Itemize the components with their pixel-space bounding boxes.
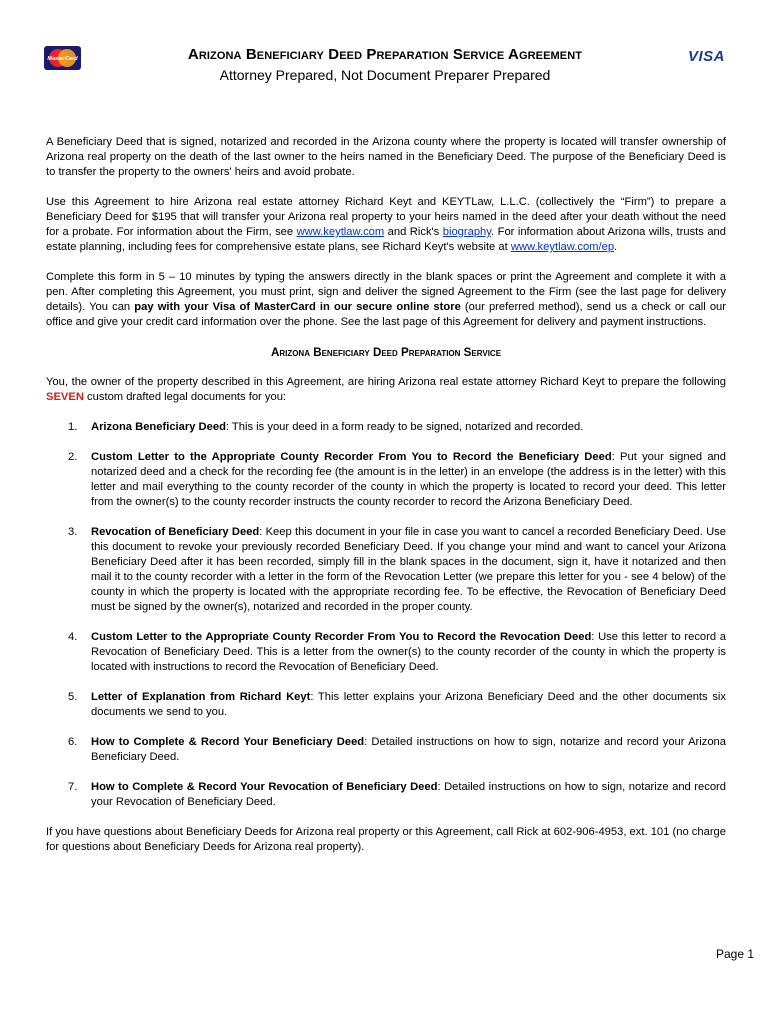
list-item xyxy=(46,735,726,765)
keytlaw-ep-link[interactable]: www.keytlaw.com/ep xyxy=(510,241,615,253)
list-item xyxy=(46,630,726,675)
list-item-text: : Use this letter to record a Revocation of Beneficiary Deed. This is a letter from the owner(s) to the county recorder of the county in which the property is located with instructions to record the Revocation of Beneficiary Deed. xyxy=(91,631,726,673)
seven-highlight: SEVEN xyxy=(46,391,84,403)
list-item-number: 4. xyxy=(68,631,78,643)
list-item-number: 7. xyxy=(68,781,78,793)
list-item-text: : Put your signed and notarized deed and a check for the recording fee (the amount is in the letter) in an envelope (the address is in the letter) with this letter and mail everything to the county recorder of the county in which the property is located to record your deed. This letter from the owner(s) to the county recorder instructs the county recorder to record the Arizona Beneficiary Deed. xyxy=(91,451,726,508)
intro-p2-text-4: . xyxy=(614,241,618,253)
list-item-title: Letter of Explanation from Richard Keyt xyxy=(91,691,311,703)
service-intro-text-1: You, the owner of the property described in this Agreement, are hiring Arizona real estate attorney Richard Keyt to prepare the following xyxy=(46,376,726,388)
list-item-title: Arizona Beneficiary Deed xyxy=(91,421,226,433)
intro-paragraph-3 xyxy=(46,270,726,330)
list-item-title: How to Complete & Record Your Revocation of Beneficiary Deed xyxy=(91,781,438,793)
closing-paragraph: If you have questions about Beneficiary Deeds for Arizona real property or this Agreement, call Rick at 602-906-4953, ext. 101 (no charge for questions about Beneficiary Deeds for Arizona real property). xyxy=(46,826,726,853)
list-item-text: : This letter explains your Arizona Beneficiary Deed and the other documents six documents we send to you. xyxy=(91,691,726,718)
list-item-number: 5. xyxy=(68,691,78,703)
document-title: Arizona Beneficiary Deed Preparation Service Agreement xyxy=(187,46,583,63)
list-item xyxy=(46,420,726,435)
list-item-text: : This is your deed in a form ready to be signed, notarized and recorded. xyxy=(225,421,584,433)
mastercard-logo-text: MasterCard xyxy=(47,56,78,62)
list-item-title: Custom Letter to the Appropriate County Recorder From You to Record the Revocation Deed xyxy=(91,631,592,643)
biography-link[interactable]: biography xyxy=(442,226,492,238)
service-intro-text-2: custom drafted legal documents for you: xyxy=(83,391,287,403)
intro-paragraph-1: A Beneficiary Deed that is signed, notarized and recorded in the Arizona county where the property is located will transfer ownership of Arizona real property on the death of the last owner to the heirs named in the Beneficiary Deed. The purpose of the Beneficiary Deed is to transfer the property to the owners' heirs and avoid probate. xyxy=(46,136,726,178)
list-item-text: : Detailed instructions on how to sign, notarize and record your Arizona Beneficiary Deed. xyxy=(91,736,726,763)
list-item xyxy=(46,690,726,720)
intro-p2-text-2: and Rick's xyxy=(384,226,443,238)
document-subtitle: Attorney Prepared, Not Document Preparer Prepared xyxy=(219,67,551,83)
intro-p3-text-2: (our preferred method), send us a check or call our office and give your credit card information over the phone. See the last page of this Agreement for delivery and payment instructions. xyxy=(46,301,727,328)
list-item-title: Revocation of Beneficiary Deed xyxy=(91,526,260,538)
visa-logo: VISA xyxy=(688,48,726,65)
list-item-text: : Detailed instructions on how to sign, notarize and record your Revocation of Beneficiary Deed. xyxy=(91,781,726,808)
intro-paragraph-2 xyxy=(46,195,726,255)
intro-p2-text-3: . For information about Arizona wills, trusts and estate planning, including fees for comprehensive estate plans, see Richard Keyt's website at xyxy=(46,226,726,253)
list-item-title: How to Complete & Record Your Beneficiary Deed xyxy=(91,736,365,748)
list-item xyxy=(46,450,726,510)
keytlaw-link[interactable]: www.keytlaw.com xyxy=(296,226,385,238)
list-item xyxy=(46,780,726,810)
documents-list xyxy=(46,420,726,810)
intro-p3-text-1: Complete this form in 5 – 10 minutes by typing the answers directly in the blank spaces or print the Agreement and complete it with a pen. After completing this Agreement, you must print, sign and deliver the signed Agreement to the Firm (see the last page for delivery details). You can xyxy=(46,271,726,313)
document-body xyxy=(46,135,726,870)
list-item-text: : Keep this document in your file in case you want to cancel a recorded Beneficiary Deed. Use this document to revoke your previously recorded Beneficiary Deed. If you change your mind and want to cancel your Arizona Beneficiary Deed after it has been recorded, simply fill in the blank spaces in the document, sign it, have it notarized and then mail it to the county recorder with a letter in the form of the Revocation Letter (we prepare this letter for you - see 4 below) of the county in which the property is located with the appropriate recording fee. To be effective, the Revocation of Beneficiary Deed must be signed by the owner(s), notarized and recorded in the proper county. xyxy=(91,526,726,613)
list-item-number: 6. xyxy=(68,736,78,748)
page-number: Page 1 xyxy=(716,947,755,961)
list-item xyxy=(46,525,726,615)
list-item-number: 3. xyxy=(68,526,78,538)
service-intro xyxy=(46,375,726,405)
section-heading: Arizona Beneficiary Deed Preparation Service xyxy=(270,346,502,359)
payment-method-bold: pay with your Visa of MasterCard in our secure online store xyxy=(134,301,461,313)
list-item-number: 2. xyxy=(68,451,78,463)
list-item-title: Custom Letter to the Appropriate County Recorder From You to Record the Beneficiary Deed xyxy=(91,451,612,463)
intro-p2-text-1: Use this Agreement to hire Arizona real estate attorney Richard Keyt and KEYTLaw, L.L.C. (collectively the “Firm”) to prepare a Beneficiary Deed for $195 that will transfer your Arizona real property to your heirs named in the deed after your death without the need for a probate. For information about the Firm, see xyxy=(46,196,726,238)
list-item-number: 1. xyxy=(68,421,78,433)
